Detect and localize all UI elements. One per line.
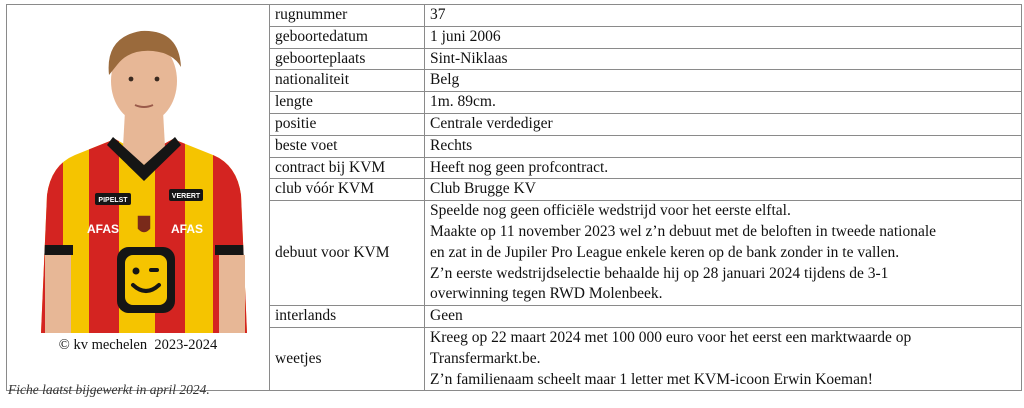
field-value	[425, 201, 1022, 306]
sleeve-cuff-left	[33, 245, 73, 255]
value-line: Sint-Niklaas	[430, 49, 508, 67]
sleeve-cuff-right	[215, 245, 255, 255]
value-line: Kreeg op 22 maart 2024 met 100 000 euro voor het eerst een marktwaarde op	[430, 328, 912, 346]
caption-season: 2023-2024	[154, 337, 218, 353]
value-line: Maakte op 11 november 2023 wel z’n debuut met de beloften in tweede nationale	[430, 222, 937, 240]
eye-right	[155, 77, 160, 82]
value-line: Z’n eerste wedstrijdselectie behaalde hij op 28 januari 2024 tijdens de 3-1	[430, 264, 889, 282]
field-label: club vóór KVM	[270, 179, 425, 201]
field-value	[425, 48, 1022, 70]
value-line: Heeft nog geen profcontract.	[430, 158, 609, 176]
value-line: Z’n familienaam scheelt maar 1 letter met KVM-icoon Erwin Koeman!	[430, 370, 873, 388]
field-label: positie	[270, 113, 425, 135]
eye-left	[129, 77, 134, 82]
value-line: Transfermarkt.be.	[430, 349, 541, 367]
player-photo	[33, 19, 255, 333]
smiley-wink-icon	[149, 268, 159, 272]
field-value	[425, 135, 1022, 157]
field-label: debuut voor KVM	[270, 201, 425, 306]
field-label: lengte	[270, 92, 425, 114]
value-line: overwinning tegen RWD Molenbeek.	[430, 285, 663, 303]
field-value	[425, 26, 1022, 48]
field-value	[425, 306, 1022, 328]
club-crest-icon	[137, 215, 151, 233]
player-photo-area	[7, 5, 269, 375]
value-line: Geen	[430, 307, 463, 325]
value-line: Rechts	[430, 136, 473, 154]
field-label: rugnummer	[270, 5, 425, 27]
badge-right-text: VERERT	[171, 193, 201, 200]
smiley-eye-icon	[133, 268, 140, 275]
value-line: Club Brugge KV	[430, 180, 536, 198]
value-line: 37	[430, 6, 446, 23]
sponsor-left: AFAS	[87, 222, 120, 236]
field-value	[425, 327, 1022, 390]
photo-cell	[7, 5, 270, 391]
sponsor-chest: AFAS	[171, 222, 204, 236]
field-label: geboortedatum	[270, 26, 425, 48]
field-label: contract bij KVM	[270, 157, 425, 179]
player-fiche-table	[6, 4, 1022, 391]
value-line: 1 juni 2006	[430, 27, 501, 45]
copyright-symbol: ©	[58, 337, 70, 353]
value-line: Speelde nog geen officiële wedstrijd voor het eerste elftal.	[430, 202, 791, 220]
field-value	[425, 5, 1022, 27]
update-note: Fiche laatst bijgewerkt in april 2024.	[8, 382, 210, 397]
table-row	[7, 5, 1022, 27]
field-label: nationaliteit	[270, 70, 425, 92]
value-line: Belg	[430, 71, 460, 89]
value-line: Centrale verdediger	[430, 114, 553, 132]
field-value	[425, 92, 1022, 114]
arm-left	[45, 255, 71, 333]
smiley-logo-inner	[125, 255, 167, 305]
field-label: geboorteplaats	[270, 48, 425, 70]
field-label: weetjes	[270, 327, 425, 390]
value-line: en zat in de Jupiler Pro League enkele keren op de bank zonder in te vallen.	[430, 243, 900, 261]
badge-left-text: PIPELST	[98, 197, 128, 204]
field-value	[425, 157, 1022, 179]
field-label: interlands	[270, 306, 425, 328]
field-value	[425, 70, 1022, 92]
photo-caption	[7, 335, 269, 356]
field-value	[425, 179, 1022, 201]
caption-owner: kv mechelen	[73, 337, 148, 353]
arm-right	[219, 255, 245, 333]
field-label: beste voet	[270, 135, 425, 157]
value-line: 1m. 89cm.	[430, 93, 496, 111]
field-value	[425, 113, 1022, 135]
